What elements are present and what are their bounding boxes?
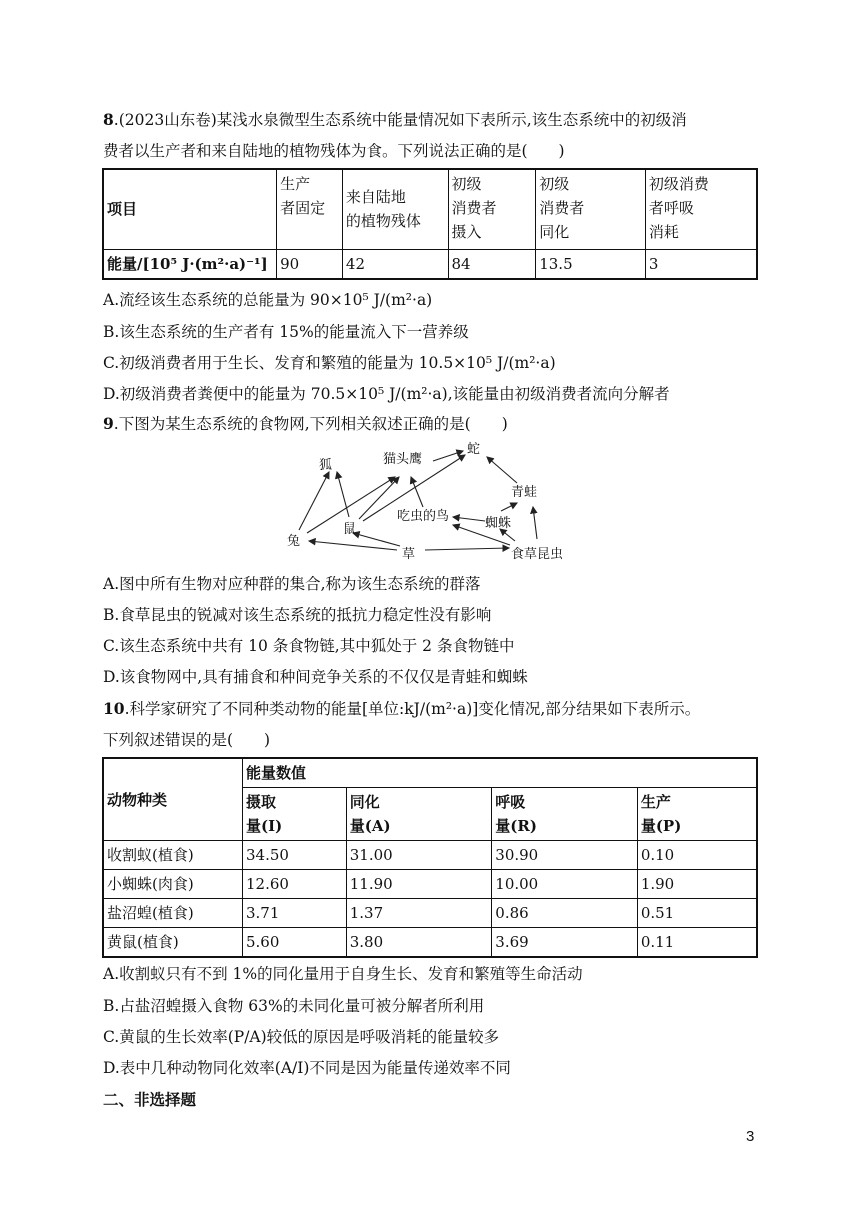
q8-option-b: B.该生态系统的生产者有 15%的能量流入下一营养级 xyxy=(103,323,469,341)
q8-stem-line2: 费者以生产者和来自陆地的植物残体为食。下列说法正确的是( ) xyxy=(103,142,565,160)
q8-value-cell: 13.5 xyxy=(536,249,646,279)
q8-header-land-plant: 来自陆地 的植物残体 xyxy=(342,169,448,249)
arrow-bird-owl xyxy=(411,477,423,507)
arrow-grass-rabbit xyxy=(309,541,397,550)
table-row xyxy=(103,758,757,788)
q8-value-cell: 3 xyxy=(645,249,757,279)
q9-option-c: C.该生态系统中共有 10 条食物链,其中狐处于 2 条食物链中 xyxy=(103,637,515,655)
q10-col-intake: 摄取 量(I) xyxy=(242,788,346,841)
q10-energy-header: 能量数值 xyxy=(242,758,757,788)
q10-value-cell: 1.37 xyxy=(346,899,492,928)
q10-option-a: A.收割蚁只有不到 1%的同化量用于自身生长、发育和繁殖等生命活动 xyxy=(103,965,583,983)
q10-value-cell: 34.50 xyxy=(242,841,346,870)
food-web-diagram xyxy=(285,437,575,565)
q10-value-cell: 31.00 xyxy=(346,841,492,870)
arrow-grass-insect xyxy=(425,548,509,550)
node-frog: 青蛙 xyxy=(511,485,538,500)
q9-option-d: D.该食物网中,具有捕食和种间竞争关系的不仅仅是青蛙和蜘蛛 xyxy=(103,668,528,686)
q9-option-a: A.图中所有生物对应种群的集合,称为该生态系统的群落 xyxy=(103,575,481,593)
table-row xyxy=(103,870,757,899)
q10-col-respiration: 呼吸 量(R) xyxy=(492,788,638,841)
q8-value-cell: 90 xyxy=(277,249,343,279)
node-insect: 食草昆虫 xyxy=(511,547,564,562)
q8-stem-line1: 8.(2023山东卷)某浅水泉微型生态系统中能量情况如下表所示,该生态系统中的初级消 xyxy=(103,110,687,129)
q10-species-name: 收割蚁(植食) xyxy=(103,841,242,870)
q10-value-cell: 10.00 xyxy=(492,870,638,899)
table-row xyxy=(103,249,757,279)
q10-species-name: 黄鼠(植食) xyxy=(103,928,242,958)
q10-number: 10 xyxy=(103,699,125,718)
q10-stem-line2: 下列叙述错误的是( ) xyxy=(103,731,271,749)
q10-option-d: D.表中几种动物同化效率(A/I)不同是因为能量传递效率不同 xyxy=(103,1059,511,1077)
q10-col-assimilation: 同化 量(A) xyxy=(346,788,492,841)
q8-row1-label: 项目 xyxy=(103,169,277,249)
q10-value-cell: 3.71 xyxy=(242,899,346,928)
arrow-grass-mouse xyxy=(353,533,400,546)
q10-value-cell: 12.60 xyxy=(242,870,346,899)
arrow-frog-snake xyxy=(487,457,517,483)
node-spider: 蜘蛛 xyxy=(485,516,512,531)
table-row xyxy=(103,169,757,249)
node-owl: 猫头鹰 xyxy=(383,452,423,467)
q10-value-cell: 0.10 xyxy=(637,841,757,870)
arrow-mouse-owl xyxy=(359,477,399,519)
q10-value-cell: 3.80 xyxy=(346,928,492,958)
q10-value-cell: 30.90 xyxy=(492,841,638,870)
q10-species-name: 盐沼蝗(植食) xyxy=(103,899,242,928)
q10-species-header: 动物种类 xyxy=(103,758,242,841)
table-row xyxy=(103,899,757,928)
node-grass: 草 xyxy=(402,547,416,562)
q8-value-cell: 84 xyxy=(448,249,536,279)
page-number: 3 xyxy=(746,1128,755,1145)
node-rabbit: 兔 xyxy=(287,534,301,549)
q8-header-assimilation: 初级 消费者 同化 xyxy=(536,169,646,249)
q10-value-cell: 0.86 xyxy=(492,899,638,928)
q10-option-b: B.占盐沼蝗摄入食物 63%的未同化量可被分解者所利用 xyxy=(103,997,485,1015)
q8-header-respiration: 初级消费 者呼吸 消耗 xyxy=(645,169,757,249)
arrow-spider-frog xyxy=(501,503,517,511)
table-row xyxy=(103,928,757,958)
q10-value-cell: 3.69 xyxy=(492,928,638,958)
q10-energy-table xyxy=(102,757,758,958)
node-snake: 蛇 xyxy=(467,442,481,457)
q9-stem: 9.下图为某生态系统的食物网,下列相关叙述正确的是( ) xyxy=(103,414,508,433)
q8-header-intake: 初级 消费者 摄入 xyxy=(448,169,536,249)
arrow-insect-frog xyxy=(533,507,537,539)
q10-option-c: C.黄鼠的生长效率(P/A)较低的原因是呼吸消耗的能量较多 xyxy=(103,1028,500,1046)
q10-value-cell: 1.90 xyxy=(637,870,757,899)
q10-stem-line1: 10.科学家研究了不同种类动物的能量[单位:kJ/(m²·a)]变化情况,部分结果如下表所示。 xyxy=(103,699,701,718)
q10-value-cell: 0.51 xyxy=(637,899,757,928)
section-title: 二、非选择题 xyxy=(103,1090,197,1109)
q10-col-production: 生产 量(P) xyxy=(637,788,757,841)
q8-energy-table xyxy=(102,168,758,280)
q8-number: 8 xyxy=(103,110,114,129)
q8-header-producer: 生产 者固定 xyxy=(277,169,343,249)
q8-option-d: D.初级消费者粪便中的能量为 70.5×10⁵ J/(m²·a),该能量由初级消费者流向分解者 xyxy=(103,385,670,403)
q10-value-cell: 5.60 xyxy=(242,928,346,958)
node-bird: 吃虫的鸟 xyxy=(397,509,450,524)
q8-option-c: C.初级消费者用于生长、发育和繁殖的能量为 10.5×10⁵ J/(m²·a) xyxy=(103,354,556,372)
q10-value-cell: 11.90 xyxy=(346,870,492,899)
node-mouse: 鼠 xyxy=(343,522,357,537)
q10-species-name: 小蜘蛛(肉食) xyxy=(103,870,242,899)
q8-option-a: A.流经该生态系统的总能量为 90×10⁵ J/(m²·a) xyxy=(103,291,433,309)
table-row xyxy=(103,841,757,870)
q8-value-cell: 42 xyxy=(342,249,448,279)
q8-row2-label: 能量/[10⁵ J·(m²·a)⁻¹] xyxy=(103,249,277,279)
arrow-spider-bird xyxy=(453,517,485,521)
q9-option-b: B.食草昆虫的锐减对该生态系统的抵抗力稳定性没有影响 xyxy=(103,606,492,624)
q9-number: 9 xyxy=(103,414,114,433)
node-fox: 狐 xyxy=(319,458,333,473)
q10-value-cell: 0.11 xyxy=(637,928,757,958)
